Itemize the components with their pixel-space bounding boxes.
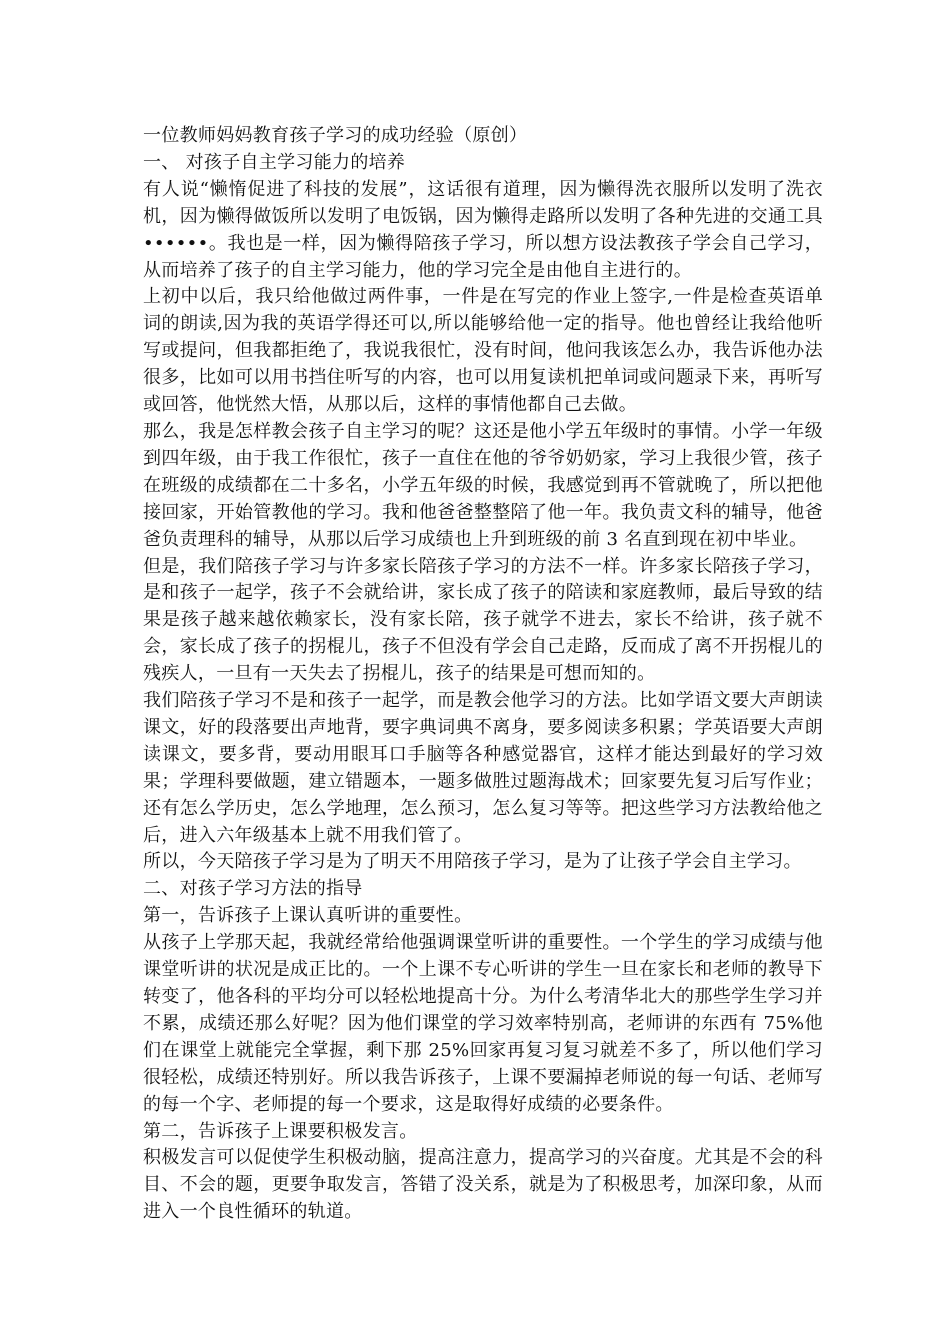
subheading-2: 第二，告诉孩子上课要积极发言。 [143,1120,418,1142]
section-heading-1: 一、 对孩子自主学习能力的培养 [143,151,406,173]
paragraph: 那么，我是怎样教会孩子自主学习的呢？这还是他小学五年级时的事情。小学一年级到四年级，由于我工作很忙，孩子一直住在他的爷爷奶奶家，学习上我很少管，孩子在班级的成绩都在二十多名，小学五年级的时候，我感觉到再不管就晚了，所以把他接回家，开始管教他的学习。我和他爸爸整整陪了他一年。我负责文科的辅导，他爸爸负责理科的辅导，从那以后学习成绩也上升到班级的前 3 名直到现在初中毕业。 [143,420,823,550]
subheading-1: 第一，告诉孩子上课认真听讲的重要性。 [143,905,473,927]
paragraph: 从孩子上学那天起，我就经常给他强调课堂听讲的重要性。一个学生的学习成绩与他课堂听讲的状况是成正比的。一个上课不专心听讲的学生一旦在家长和老师的教导下转变了，他各科的平均分可以轻松地提高十分。为什么考清华北大的那些学生学习并不累，成绩还那么好呢？因为他们课堂的学习效率特别高，老师讲的东西有 75%他们在课堂上就能完全掌握，剩下那 25%回家再复习复习就差不多了，所以他们学习很轻松，成绩还特别好。所以我告诉孩子，上课不要漏掉老师说的每一句话、老师写的每一个字、老师提的每一个要求，这是取得好成绩的必要条件。 [143,932,823,1115]
paragraph: 我们陪孩子学习不是和孩子一起学，而是教会他学习的方法。比如学语文要大声朗读课文，好的段落要出声地背，要字典词典不离身，要多阅读多积累；学英语要大声朗读课文，要多背，要动用眼耳口手脑等各种感觉器官，这样才能达到最好的学习效果；学理科要做题，建立错题本，一题多做胜过题海战术；回家要先复习后写作业；还有怎么学历史，怎么学地理，怎么预习，怎么复习等等。把这些学习方法教给他之后，进入六年级基本上就不用我们管了。 [143,690,823,846]
paragraph: 有人说“懒惰促进了科技的发展”，这话很有道理，因为懒得洗衣服所以发明了洗衣机，因为懒得做饭所以发明了电饭锅，因为懒得走路所以发明了各种先进的交通工具••••••。我也是一样，因为懒得陪孩子学习，所以想方设法教孩子学会自己学习，从而培养了孩子的自主学习能力，他的学习完全是由他自主进行的。 [143,178,823,281]
paragraph: 积极发言可以促使学生积极动脑，提高注意力，提高学习的兴奋度。尤其是不会的科目、不会的题，更要争取发言，答错了没关系，就是为了积极思考，加深印象，从而进入一个良性循环的轨道。 [143,1147,823,1223]
paragraph: 上初中以后，我只给他做过两件事，一件是在写完的作业上签字,一件是检查英语单词的朗读,因为我的英语学得还可以,所以能够给他一定的指导。他也曾经让我给他听写或提问，但我都拒绝了，我说我很忙，没有时间，他问我该怎么办，我告诉他办法很多，比如可以用书挡住听写的内容，也可以用复读机把单词或问题录下来，再听写或回答，他恍然大悟，从那以后，这样的事情他都自己去做。 [143,286,823,416]
document-body [143,123,823,1226]
section-heading-2: 二、对孩子学习方法的指导 [143,878,363,900]
paragraph: 但是，我们陪孩子学习与许多家长陪孩子学习的方法不一样。许多家长陪孩子学习，是和孩子一起学，孩子不会就给讲，家长成了孩子的陪读和家庭教师，最后导致的结果是孩子越来越依赖家长，没有家长陪，孩子就学不进去，家长不给讲，孩子就不会，家长成了孩子的拐棍儿，孩子不但没有学会自己走路，反而成了离不开拐棍儿的残疾人，一旦有一天失去了拐棍儿，孩子的结果是可想而知的。 [143,555,823,685]
document-title: 一位教师妈妈教育孩子学习的成功经验（原创） [143,125,528,146]
paragraph: 所以，今天陪孩子学习是为了明天不用陪孩子学习，是为了让孩子学会自主学习。 [143,851,802,873]
